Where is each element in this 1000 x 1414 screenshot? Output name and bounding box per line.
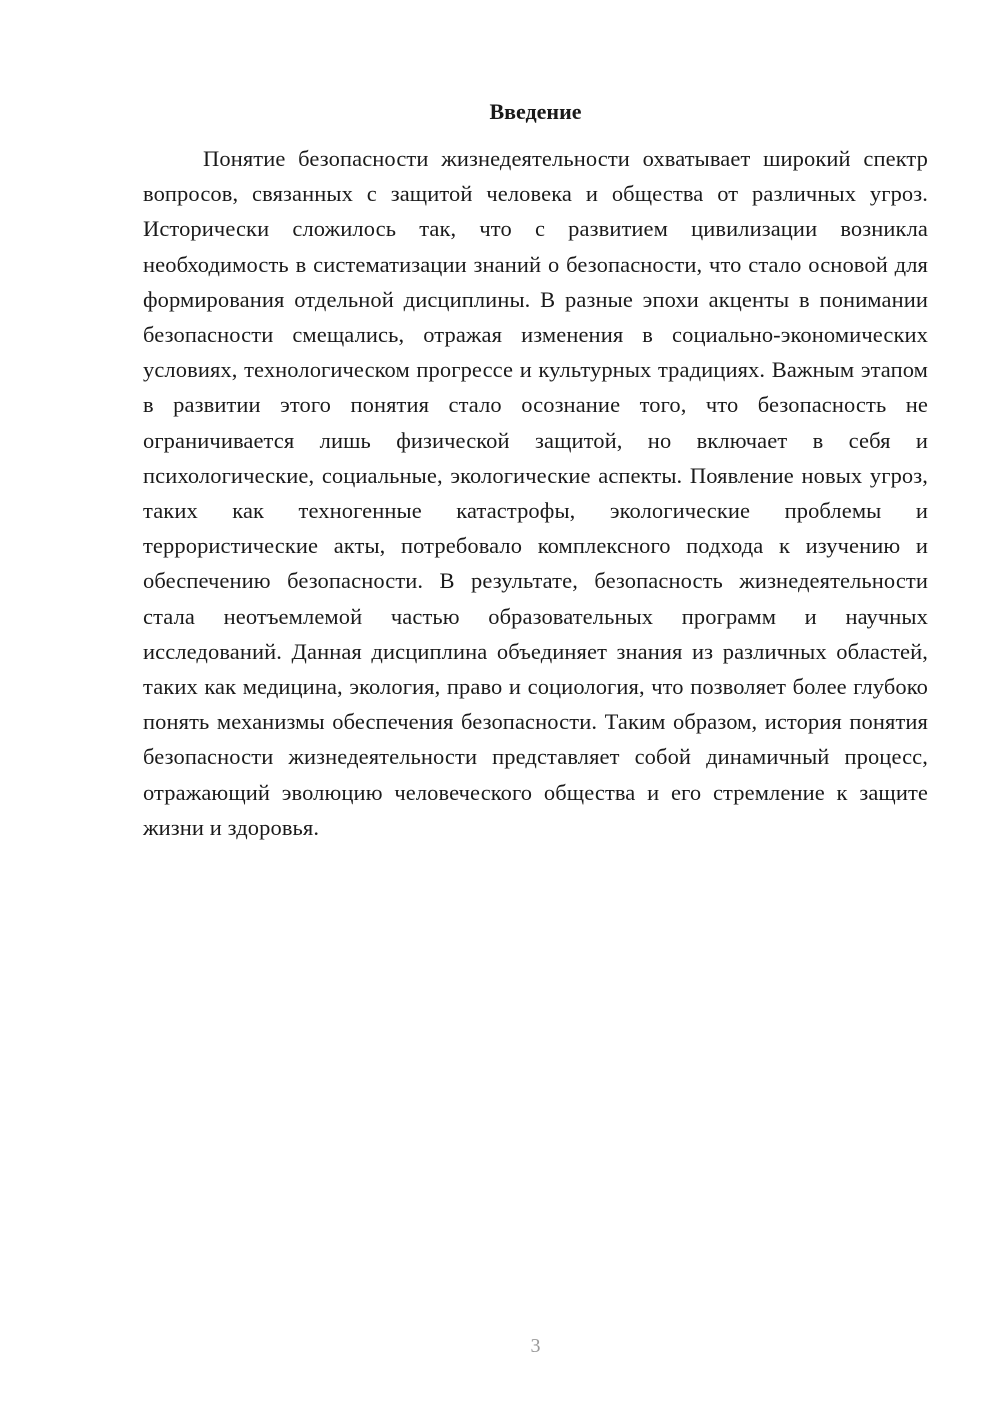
body-paragraph: Понятие безопасности жизнедеятельности охватывает широкий спектр вопросов, связанных с защитой человека и общества от различных угроз. Исторически сложилось так, что с развитием цивилизации возникла необходимость в систематизации знаний о безопасности, что стало основой для формирования отдельной дисциплины. В разные эпохи акценты в понимании безопасности смещались, отражая изменения в социально-экономических условиях, технологическом прогрессе и культурных традициях. Важным этапом в развитии этого понятия стало осознание того, что безопасность не ограничивается лишь физической защитой, но включает в себя и психологические, социальные, экологические аспекты. Появление новых угроз, таких как техногенные катастрофы, экологические проблемы и террористические акты, потребовало комплексного подхода к изучению и обеспечению безопасности. В результате, безопасность жизнедеятельности стала неотъемлемой частью образовательных программ и научных исследований. Данная дисциплина объединяет знания из различных областей, таких как медицина, экология, право и социология, что позволяет более глубоко понять механизмы обеспечения безопасности. Таким образом, история понятия безопасности жизнедеятельности представляет собой динамичный процесс, отражающий эволюцию человеческого общества и его стремление к защите жизни и здоровья.: [143, 146, 928, 840]
section-heading: Введение: [489, 99, 582, 124]
page-number: 3: [530, 1335, 541, 1357]
